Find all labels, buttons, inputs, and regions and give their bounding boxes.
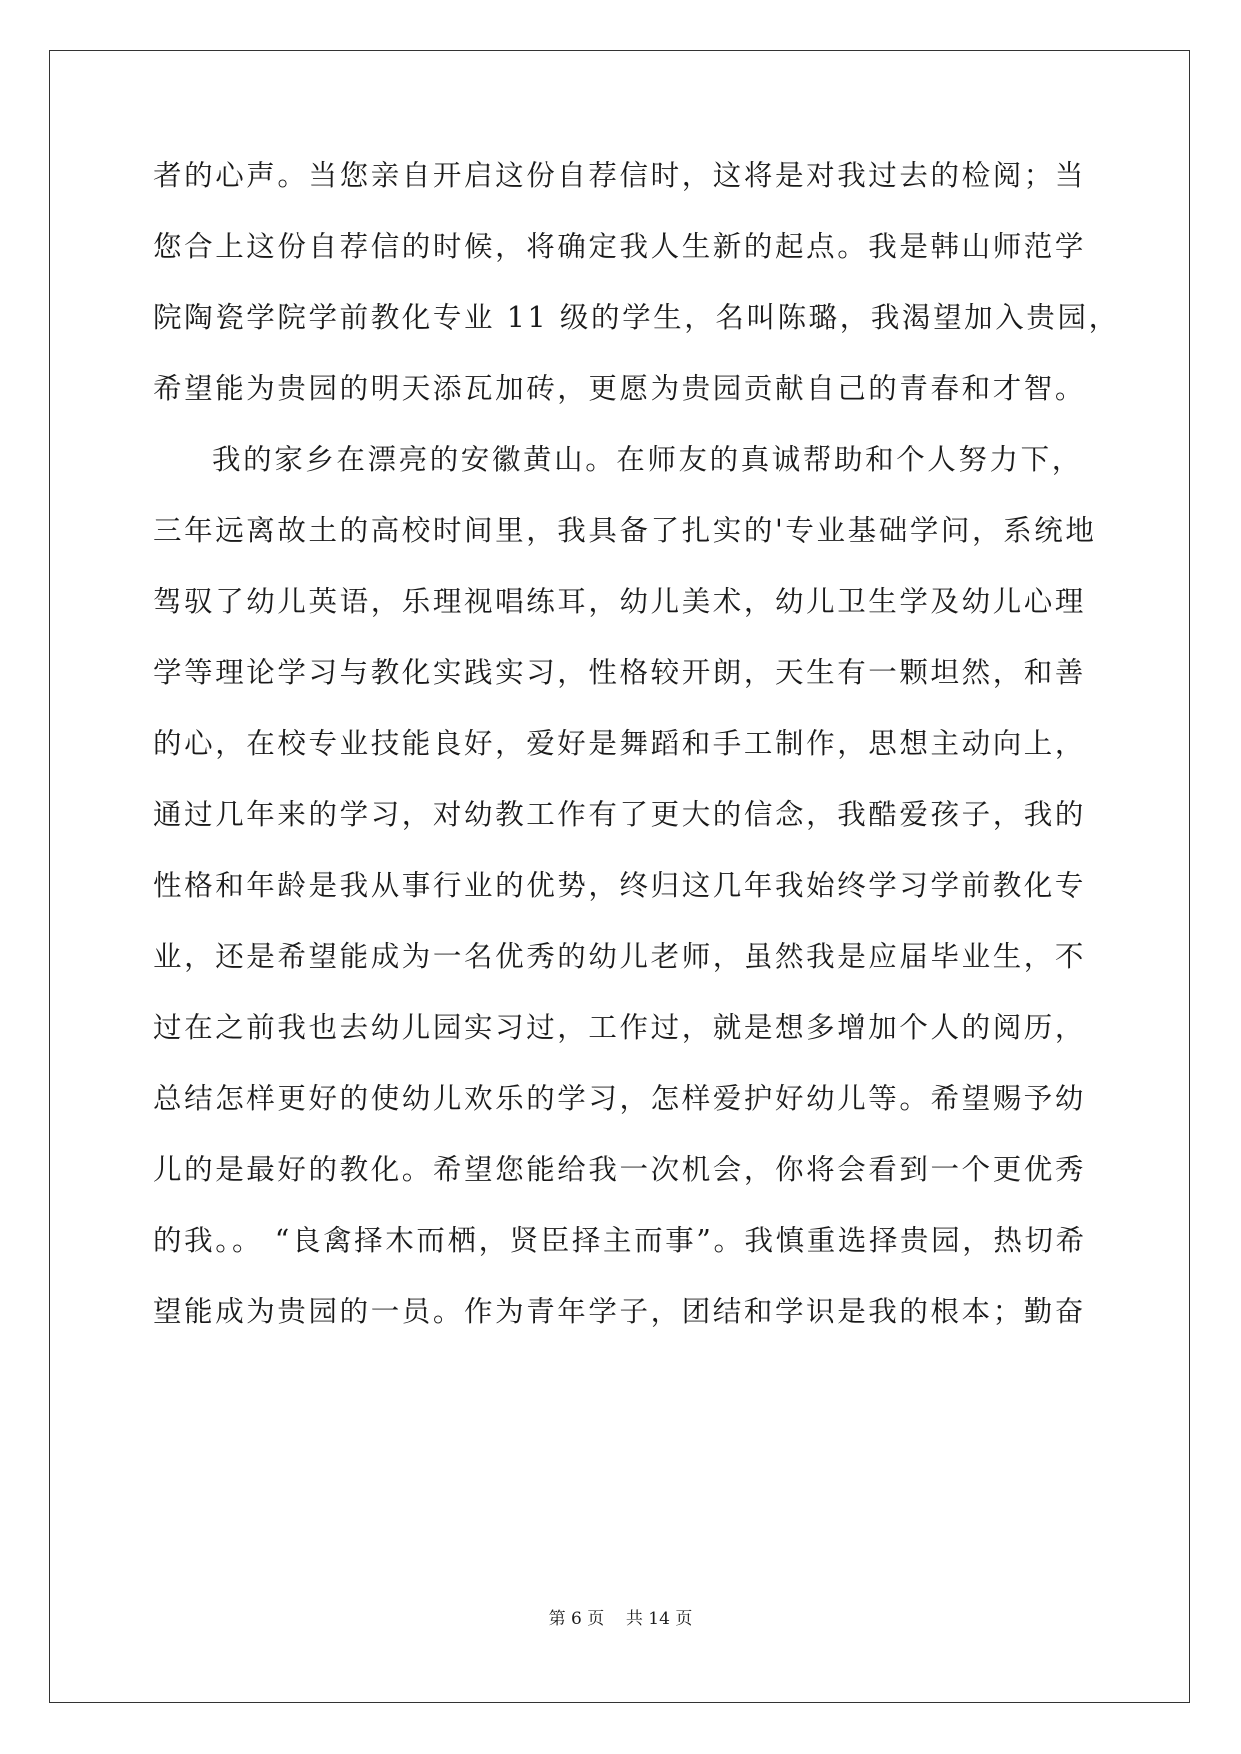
text-line: 希望能为贵园的明天添瓦加砖，更愿为贵园贡献自己的青春和才智。	[153, 372, 1087, 405]
text-line: 院陶瓷学院学前教化专业 11 级的学生，名叫陈璐，我渴望加入贵园，	[153, 301, 1120, 334]
text-line: 总结怎样更好的使幼儿欢乐的学习，怎样爱护好幼儿等。希望赐予幼	[153, 1082, 1087, 1115]
text-line: 儿的是最好的教化。希望您能给我一次机会，你将会看到一个更优秀	[153, 1153, 1087, 1186]
page-footer: 第 6 页 共 14 页	[548, 1609, 693, 1629]
text-line: 性格和年龄是我从事行业的优势，终归这几年我始终学习学前教化专	[153, 869, 1087, 902]
text-line: 望能成为贵园的一员。作为青年学子，团结和学识是我的根本；勤奋	[153, 1295, 1087, 1328]
text-line: 我的家乡在漂亮的安徽黄山。在师友的真诚帮助和个人努力下，	[212, 443, 1083, 476]
text-line: 的我。。 “良禽择木而栖，贤臣择主而事”。我慎重选择贵园，热切希	[153, 1224, 1087, 1257]
text-line: 学等理论学习与教化实践实习，性格较开朗，天生有一颗坦然，和善	[153, 656, 1087, 689]
text-line: 驾驭了幼儿英语，乐理视唱练耳，幼儿美术，幼儿卫生学及幼儿心理	[153, 585, 1087, 618]
text-line: 过在之前我也去幼儿园实习过，工作过，就是想多增加个人的阅历，	[153, 1011, 1087, 1044]
text-line: 您合上这份自荐信的时候，将确定我人生新的起点。我是韩山师范学	[153, 230, 1087, 263]
text-line: 通过几年来的学习，对幼教工作有了更大的信念，我酷爱孩子，我的	[153, 798, 1087, 831]
text-line: 业，还是希望能成为一名优秀的幼儿老师，虽然我是应届毕业生，不	[153, 940, 1087, 973]
text-line: 者的心声。当您亲自开启这份自荐信时，这将是对我过去的检阅；当	[153, 159, 1087, 192]
text-line: 三年远离故土的高校时间里，我具备了扎实的'专业基础学问，系统地	[153, 514, 1097, 547]
text-line: 的心，在校专业技能良好，爱好是舞蹈和手工制作，思想主动向上，	[153, 727, 1087, 760]
